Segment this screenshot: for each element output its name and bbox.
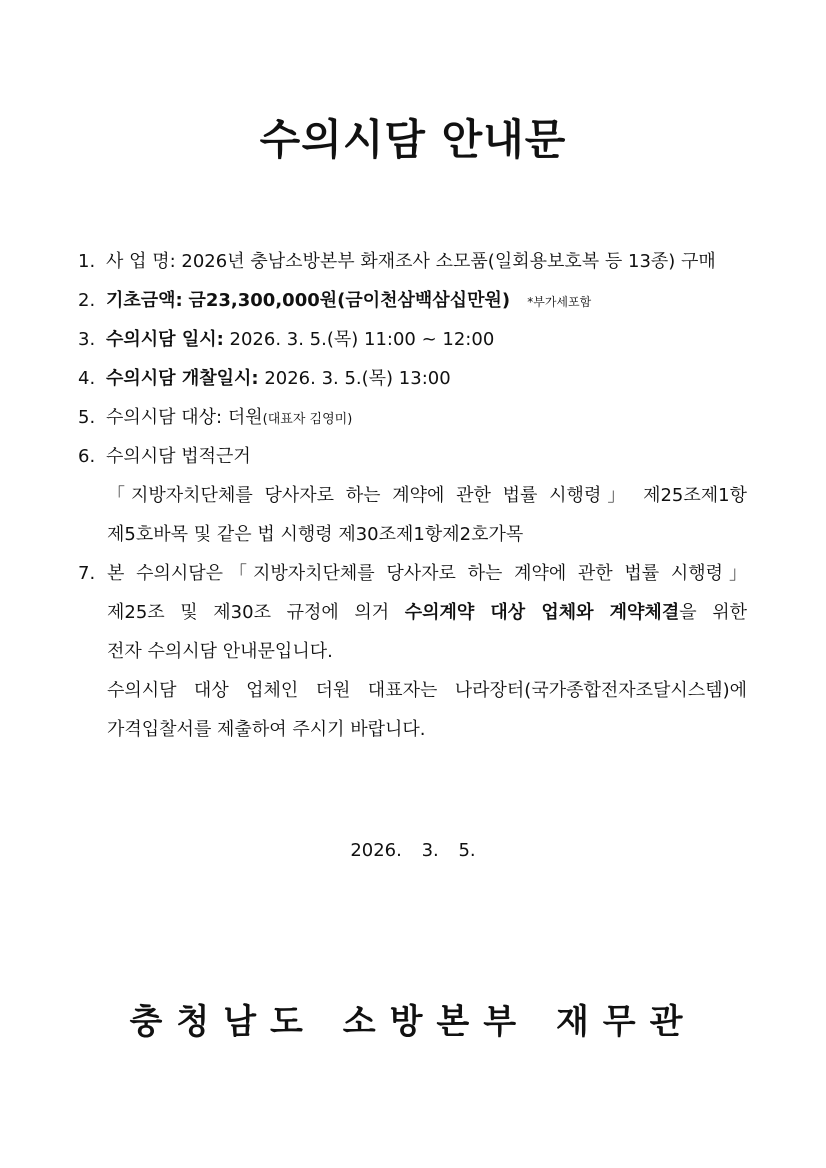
notice-line-1: 본 수의시담은「지방자치단체를 당사자로 하는 계약에 관한 법률 시행령」 [107, 563, 747, 584]
item-label: 사 업 명: [106, 251, 176, 272]
notice-line-2-end: 을 위한 [679, 602, 747, 623]
issuer-name: 충청남도 소방본부 재무관 [129, 1002, 697, 1042]
notice-line-2-basis: 제25조 및 제30조 규정에 의거 [107, 602, 390, 623]
legal-basis-line-1: 「지방자치단체를 당사자로 하는 계약에 관한 법률 시행령」 제25조제1항 [107, 485, 747, 506]
item-negotiation-datetime [78, 328, 494, 352]
item-target [78, 406, 352, 432]
item-label: 기초금액: [106, 290, 183, 311]
item-opening-datetime [78, 367, 451, 391]
item-number: 3. [78, 329, 96, 350]
notice-line-4: 수의시담 대상 업체인 더원 대표자는 나라장터(국가종합전자조달시스템)에 [107, 680, 747, 701]
item-label: 수의시담 대상: [106, 407, 223, 428]
item-number: 1. [78, 251, 96, 272]
notice-line-2 [107, 601, 747, 625]
item-number: 7. [78, 563, 96, 584]
item-number: 2. [78, 290, 96, 311]
item-notice-number [78, 562, 106, 586]
item-value: 2026년 충남소방본부 화재조사 소모품(일회용보호복 등 13종) 구매 [181, 251, 716, 272]
item-number: 5. [78, 407, 96, 428]
item-value: 2026. 3. 5.(목) 11:00 ~ 12:00 [229, 329, 495, 350]
notice-line-5: 가격입찰서를 제출하여 주시기 바랍니다. [107, 719, 426, 740]
item-label: 수의시담 개찰일시: [106, 368, 259, 389]
item-number: 4. [78, 368, 96, 389]
notice-line-2-emphasis: 수의계약 대상 업체와 계약체결 [404, 602, 680, 623]
item-label: 수의시담 법적근거 [106, 446, 251, 467]
issue-date: 2026. 3. 5. [350, 840, 476, 861]
item-project-name [78, 250, 716, 274]
vat-note: *부가세포함 [527, 295, 592, 309]
legal-basis-line-2: 제5호바목 및 같은 법 시행령 제30조제1항제2호가목 [107, 524, 524, 545]
document-title: 수의시담 안내문 [259, 115, 567, 164]
notice-line-3: 전자 수의시담 안내문입니다. [107, 641, 333, 662]
item-legal-basis [78, 445, 251, 469]
item-value: 더원 [227, 407, 263, 428]
representative-note: (대표자 김영미) [262, 412, 353, 427]
item-value: 금23,300,000원(금이천삼백삼십만원) [188, 290, 511, 311]
item-base-amount [78, 289, 591, 314]
item-value: 2026. 3. 5.(목) 13:00 [264, 368, 451, 389]
item-label: 수의시담 일시: [106, 329, 224, 350]
item-number: 6. [78, 446, 96, 467]
